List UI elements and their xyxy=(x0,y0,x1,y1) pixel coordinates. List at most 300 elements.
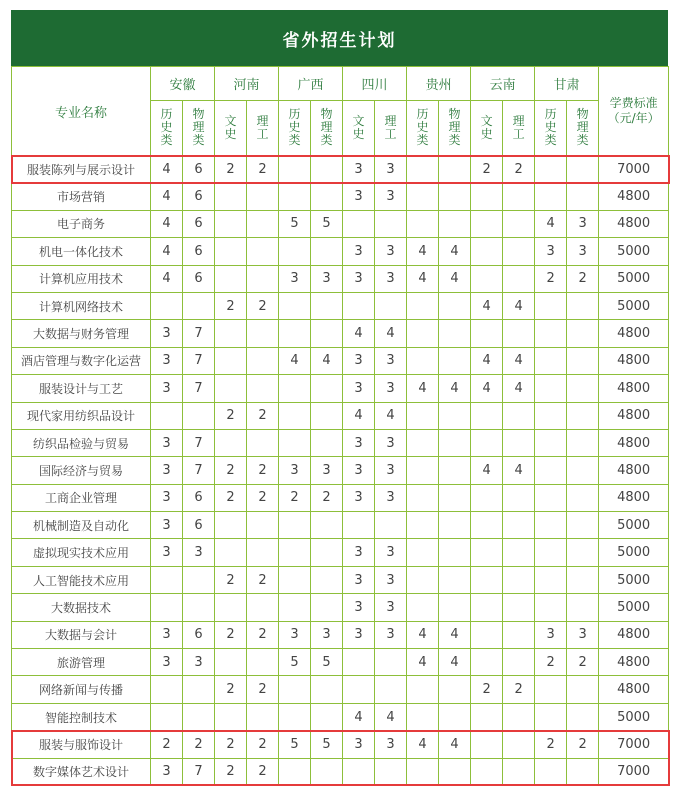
quota-cell xyxy=(471,731,503,758)
quota-cell xyxy=(471,320,503,347)
quota-cell xyxy=(535,703,567,730)
quota-cell: 4 xyxy=(471,375,503,402)
quota-cell: 3 xyxy=(151,539,183,566)
tuition-cell: 4800 xyxy=(599,347,669,374)
quota-cell xyxy=(471,402,503,429)
quota-cell: 3 xyxy=(151,347,183,374)
quota-cell xyxy=(247,649,279,676)
tuition-cell: 5000 xyxy=(599,566,669,593)
quota-cell xyxy=(247,429,279,456)
quota-cell: 3 xyxy=(567,238,599,265)
tuition-cell: 5000 xyxy=(599,703,669,730)
major-name-cell: 工商企业管理 xyxy=(12,484,151,511)
tuition-cell: 4800 xyxy=(599,210,669,237)
quota-cell: 4 xyxy=(439,731,471,758)
quota-cell xyxy=(535,183,567,210)
quota-cell xyxy=(503,566,535,593)
quota-cell xyxy=(407,210,439,237)
major-name-cell: 国际经济与贸易 xyxy=(12,457,151,484)
quota-cell xyxy=(407,566,439,593)
tuition-cell: 5000 xyxy=(599,512,669,539)
quota-cell xyxy=(247,347,279,374)
category-header-label: 物理类 xyxy=(192,107,205,147)
quota-cell xyxy=(439,676,471,703)
quota-cell xyxy=(311,238,343,265)
quota-cell: 6 xyxy=(183,512,215,539)
quota-cell xyxy=(567,320,599,347)
quota-cell: 2 xyxy=(247,566,279,593)
major-name-cell: 计算机网络技术 xyxy=(12,292,151,319)
quota-cell xyxy=(311,512,343,539)
quota-cell xyxy=(247,320,279,347)
tuition-cell: 5000 xyxy=(599,238,669,265)
quota-cell xyxy=(567,347,599,374)
major-name-header: 专业名称 xyxy=(12,67,151,156)
category-header-cell xyxy=(471,101,503,156)
quota-cell: 4 xyxy=(407,238,439,265)
quota-cell xyxy=(311,566,343,593)
quota-cell: 2 xyxy=(215,484,247,511)
quota-cell xyxy=(311,594,343,621)
quota-cell: 4 xyxy=(471,347,503,374)
quota-cell: 4 xyxy=(439,649,471,676)
quota-cell xyxy=(247,512,279,539)
quota-cell: 3 xyxy=(343,731,375,758)
quota-cell: 6 xyxy=(183,183,215,210)
quota-cell: 2 xyxy=(215,676,247,703)
quota-cell: 2 xyxy=(503,156,535,183)
quota-cell xyxy=(407,183,439,210)
quota-cell xyxy=(439,703,471,730)
quota-cell xyxy=(567,457,599,484)
quota-cell xyxy=(375,758,407,785)
quota-cell xyxy=(247,183,279,210)
category-header-cell xyxy=(375,101,407,156)
quota-cell: 3 xyxy=(151,512,183,539)
quota-cell xyxy=(311,292,343,319)
quota-cell: 4 xyxy=(279,347,311,374)
quota-cell: 2 xyxy=(567,649,599,676)
quota-cell: 3 xyxy=(375,621,407,648)
quota-cell xyxy=(279,429,311,456)
quota-cell xyxy=(535,539,567,566)
enrollment-table xyxy=(11,66,669,786)
quota-cell: 3 xyxy=(375,539,407,566)
quota-cell: 2 xyxy=(215,731,247,758)
quota-cell xyxy=(567,402,599,429)
quota-cell xyxy=(567,566,599,593)
quota-cell: 3 xyxy=(567,210,599,237)
quota-cell xyxy=(247,238,279,265)
quota-cell xyxy=(567,292,599,319)
quota-cell xyxy=(439,457,471,484)
category-header-label: 历史类 xyxy=(288,107,301,147)
quota-cell xyxy=(439,183,471,210)
province-header-henan: 河南 xyxy=(215,67,279,101)
quota-cell: 2 xyxy=(503,676,535,703)
quota-cell xyxy=(567,512,599,539)
quota-cell: 4 xyxy=(343,402,375,429)
quota-cell: 2 xyxy=(279,484,311,511)
quota-cell: 3 xyxy=(375,265,407,292)
quota-cell: 3 xyxy=(375,238,407,265)
quota-cell xyxy=(471,183,503,210)
quota-cell: 4 xyxy=(503,457,535,484)
quota-cell xyxy=(503,758,535,785)
quota-cell: 2 xyxy=(247,731,279,758)
quota-cell: 3 xyxy=(151,429,183,456)
quota-cell xyxy=(535,566,567,593)
quota-cell xyxy=(279,156,311,183)
quota-cell: 4 xyxy=(407,375,439,402)
quota-cell: 2 xyxy=(247,402,279,429)
quota-cell xyxy=(535,156,567,183)
quota-cell xyxy=(215,429,247,456)
quota-cell: 3 xyxy=(375,375,407,402)
quota-cell: 3 xyxy=(311,457,343,484)
quota-cell xyxy=(439,758,471,785)
quota-cell xyxy=(471,238,503,265)
quota-cell xyxy=(279,512,311,539)
category-header-label: 理工 xyxy=(256,113,269,141)
tuition-cell: 4800 xyxy=(599,676,669,703)
category-header-cell xyxy=(247,101,279,156)
quota-cell: 6 xyxy=(183,238,215,265)
category-header-label: 文史 xyxy=(352,113,365,141)
quota-cell: 4 xyxy=(375,402,407,429)
quota-cell xyxy=(439,210,471,237)
quota-cell xyxy=(215,238,247,265)
quota-cell: 4 xyxy=(503,375,535,402)
category-header-label: 历史类 xyxy=(544,107,557,147)
quota-cell: 2 xyxy=(151,731,183,758)
quota-cell xyxy=(535,594,567,621)
quota-cell: 2 xyxy=(247,156,279,183)
quota-cell xyxy=(343,649,375,676)
quota-cell: 3 xyxy=(151,457,183,484)
category-header-cell xyxy=(279,101,311,156)
quota-cell xyxy=(375,210,407,237)
tuition-cell: 5000 xyxy=(599,292,669,319)
quota-cell xyxy=(503,402,535,429)
quota-cell xyxy=(567,758,599,785)
major-name-cell: 大数据与会计 xyxy=(12,621,151,648)
major-name-cell: 服装陈列与展示设计 xyxy=(12,156,151,183)
quota-cell xyxy=(311,320,343,347)
quota-cell: 2 xyxy=(471,676,503,703)
quota-cell xyxy=(407,429,439,456)
quota-cell xyxy=(311,703,343,730)
quota-cell xyxy=(471,703,503,730)
quota-cell: 6 xyxy=(183,484,215,511)
quota-cell xyxy=(503,594,535,621)
quota-cell xyxy=(503,265,535,292)
table-row xyxy=(12,292,669,319)
quota-cell: 6 xyxy=(183,156,215,183)
quota-cell: 2 xyxy=(535,265,567,292)
quota-cell: 3 xyxy=(279,265,311,292)
quota-cell: 2 xyxy=(567,265,599,292)
quota-cell xyxy=(567,183,599,210)
quota-cell: 4 xyxy=(439,238,471,265)
quota-cell xyxy=(183,402,215,429)
quota-cell: 3 xyxy=(183,649,215,676)
quota-cell: 4 xyxy=(311,347,343,374)
quota-cell xyxy=(439,594,471,621)
quota-cell: 4 xyxy=(503,347,535,374)
major-name-cell: 网络新闻与传播 xyxy=(12,676,151,703)
quota-cell: 3 xyxy=(375,731,407,758)
quota-cell: 6 xyxy=(183,621,215,648)
quota-cell xyxy=(183,594,215,621)
major-name-cell: 智能控制技术 xyxy=(12,703,151,730)
quota-cell: 7 xyxy=(183,457,215,484)
quota-cell: 4 xyxy=(375,320,407,347)
quota-cell xyxy=(567,375,599,402)
quota-cell xyxy=(407,292,439,319)
quota-cell xyxy=(567,703,599,730)
quota-cell xyxy=(247,594,279,621)
quota-cell xyxy=(535,758,567,785)
quota-cell xyxy=(279,320,311,347)
quota-cell xyxy=(247,539,279,566)
quota-cell xyxy=(535,320,567,347)
quota-cell: 3 xyxy=(567,621,599,648)
quota-cell: 2 xyxy=(311,484,343,511)
major-name-cell: 纺织品检验与贸易 xyxy=(12,429,151,456)
category-header-label: 历史类 xyxy=(416,107,429,147)
quota-cell: 7 xyxy=(183,320,215,347)
table-row xyxy=(12,649,669,676)
quota-cell xyxy=(503,238,535,265)
quota-cell: 4 xyxy=(343,320,375,347)
category-header-label: 文史 xyxy=(224,113,237,141)
quota-cell: 3 xyxy=(151,484,183,511)
category-header-label: 物理类 xyxy=(320,107,333,147)
quota-cell: 2 xyxy=(247,292,279,319)
quota-cell: 3 xyxy=(343,156,375,183)
quota-cell xyxy=(471,621,503,648)
quota-cell: 3 xyxy=(151,320,183,347)
quota-cell xyxy=(503,703,535,730)
quota-cell: 4 xyxy=(407,649,439,676)
quota-cell: 4 xyxy=(439,621,471,648)
quota-cell xyxy=(343,676,375,703)
quota-cell: 3 xyxy=(343,621,375,648)
quota-cell xyxy=(215,375,247,402)
major-name-cell: 数字媒体艺术设计 xyxy=(12,758,151,785)
quota-cell xyxy=(503,183,535,210)
table-row xyxy=(12,457,669,484)
province-header-sichuan: 四川 xyxy=(343,67,407,101)
quota-cell xyxy=(343,758,375,785)
table-row xyxy=(12,210,669,237)
quota-cell: 3 xyxy=(375,594,407,621)
quota-cell: 2 xyxy=(247,457,279,484)
quota-cell xyxy=(343,210,375,237)
quota-cell xyxy=(151,594,183,621)
quota-cell xyxy=(567,676,599,703)
quota-cell xyxy=(567,429,599,456)
quota-cell xyxy=(471,429,503,456)
quota-cell: 3 xyxy=(279,457,311,484)
category-header-cell xyxy=(183,101,215,156)
quota-cell: 2 xyxy=(535,731,567,758)
quota-cell xyxy=(567,539,599,566)
quota-cell: 5 xyxy=(311,210,343,237)
quota-cell xyxy=(407,320,439,347)
quota-cell: 4 xyxy=(471,292,503,319)
tuition-cell: 4800 xyxy=(599,402,669,429)
quota-cell xyxy=(535,292,567,319)
quota-cell: 3 xyxy=(375,484,407,511)
quota-cell xyxy=(375,649,407,676)
quota-cell: 3 xyxy=(535,621,567,648)
quota-cell xyxy=(503,429,535,456)
table-row xyxy=(12,375,669,402)
quota-cell xyxy=(471,649,503,676)
quota-cell: 2 xyxy=(247,484,279,511)
quota-cell xyxy=(215,649,247,676)
category-header-cell xyxy=(311,101,343,156)
quota-cell xyxy=(279,758,311,785)
quota-cell xyxy=(503,731,535,758)
quota-cell: 2 xyxy=(247,621,279,648)
quota-cell xyxy=(407,156,439,183)
province-header-yunnan: 云南 xyxy=(471,67,535,101)
quota-cell: 3 xyxy=(311,621,343,648)
quota-cell: 2 xyxy=(215,156,247,183)
quota-cell xyxy=(215,703,247,730)
quota-cell xyxy=(311,402,343,429)
quota-cell xyxy=(471,484,503,511)
quota-cell xyxy=(567,156,599,183)
tuition-cell: 4800 xyxy=(599,320,669,347)
quota-cell xyxy=(439,429,471,456)
quota-cell: 4 xyxy=(151,210,183,237)
major-name-cell: 市场营销 xyxy=(12,183,151,210)
tuition-cell: 4800 xyxy=(599,375,669,402)
quota-cell xyxy=(215,320,247,347)
quota-cell: 3 xyxy=(375,566,407,593)
quota-cell: 3 xyxy=(343,238,375,265)
table-row xyxy=(12,676,669,703)
province-header-guizhou: 贵州 xyxy=(407,67,471,101)
quota-cell xyxy=(343,292,375,319)
quota-cell: 3 xyxy=(375,156,407,183)
quota-cell xyxy=(439,320,471,347)
quota-cell xyxy=(215,183,247,210)
quota-cell xyxy=(407,484,439,511)
category-header-cell xyxy=(567,101,599,156)
tuition-cell: 4800 xyxy=(599,484,669,511)
category-header-cell xyxy=(343,101,375,156)
table-row xyxy=(12,758,669,785)
quota-cell: 3 xyxy=(151,375,183,402)
province-header-guangxi: 广西 xyxy=(279,67,343,101)
quota-cell: 4 xyxy=(503,292,535,319)
quota-cell: 4 xyxy=(407,621,439,648)
quota-cell xyxy=(407,594,439,621)
category-header-cell xyxy=(503,101,535,156)
quota-cell: 4 xyxy=(343,703,375,730)
table-row xyxy=(12,621,669,648)
quota-cell: 6 xyxy=(183,265,215,292)
quota-cell xyxy=(279,703,311,730)
quota-cell xyxy=(247,375,279,402)
quota-cell xyxy=(279,183,311,210)
quota-cell xyxy=(407,512,439,539)
quota-cell xyxy=(535,347,567,374)
table-row xyxy=(12,539,669,566)
quota-cell: 5 xyxy=(311,731,343,758)
quota-cell xyxy=(151,676,183,703)
quota-cell: 4 xyxy=(151,265,183,292)
quota-cell: 7 xyxy=(183,347,215,374)
quota-cell: 3 xyxy=(343,566,375,593)
quota-cell: 7 xyxy=(183,429,215,456)
quota-cell xyxy=(439,347,471,374)
enrollment-table-body xyxy=(12,156,669,786)
quota-cell: 3 xyxy=(151,758,183,785)
quota-cell: 2 xyxy=(247,758,279,785)
quota-cell xyxy=(471,265,503,292)
category-header-label: 文史 xyxy=(480,113,493,141)
quota-cell xyxy=(151,703,183,730)
quota-cell xyxy=(407,457,439,484)
tuition-cell: 7000 xyxy=(599,731,669,758)
quota-cell: 7 xyxy=(183,758,215,785)
quota-cell xyxy=(279,375,311,402)
quota-cell: 3 xyxy=(183,539,215,566)
table-row xyxy=(12,347,669,374)
major-name-cell: 计算机应用技术 xyxy=(12,265,151,292)
major-name-cell: 旅游管理 xyxy=(12,649,151,676)
quota-cell: 2 xyxy=(215,621,247,648)
tuition-header-line2: （元/年） xyxy=(607,111,660,125)
province-header-row xyxy=(12,67,669,101)
quota-cell: 4 xyxy=(151,238,183,265)
major-name-cell: 电子商务 xyxy=(12,210,151,237)
tuition-cell: 7000 xyxy=(599,758,669,785)
quota-cell: 2 xyxy=(183,731,215,758)
quota-cell xyxy=(471,512,503,539)
quota-cell: 3 xyxy=(343,594,375,621)
quota-cell: 4 xyxy=(151,156,183,183)
table-row xyxy=(12,594,669,621)
province-header-gansu: 甘肃 xyxy=(535,67,599,101)
quota-cell xyxy=(279,539,311,566)
quota-cell xyxy=(311,758,343,785)
quota-cell xyxy=(535,375,567,402)
quota-cell xyxy=(279,676,311,703)
quota-cell: 4 xyxy=(439,265,471,292)
quota-cell: 5 xyxy=(279,210,311,237)
quota-cell xyxy=(183,292,215,319)
quota-cell xyxy=(215,594,247,621)
quota-cell: 2 xyxy=(535,649,567,676)
quota-cell xyxy=(279,292,311,319)
quota-cell: 3 xyxy=(343,457,375,484)
quota-cell xyxy=(535,457,567,484)
tuition-cell: 4800 xyxy=(599,429,669,456)
quota-cell xyxy=(183,676,215,703)
quota-cell: 3 xyxy=(343,375,375,402)
quota-cell xyxy=(407,539,439,566)
quota-cell xyxy=(311,429,343,456)
quota-cell: 3 xyxy=(375,347,407,374)
major-name-cell: 机电一体化技术 xyxy=(12,238,151,265)
